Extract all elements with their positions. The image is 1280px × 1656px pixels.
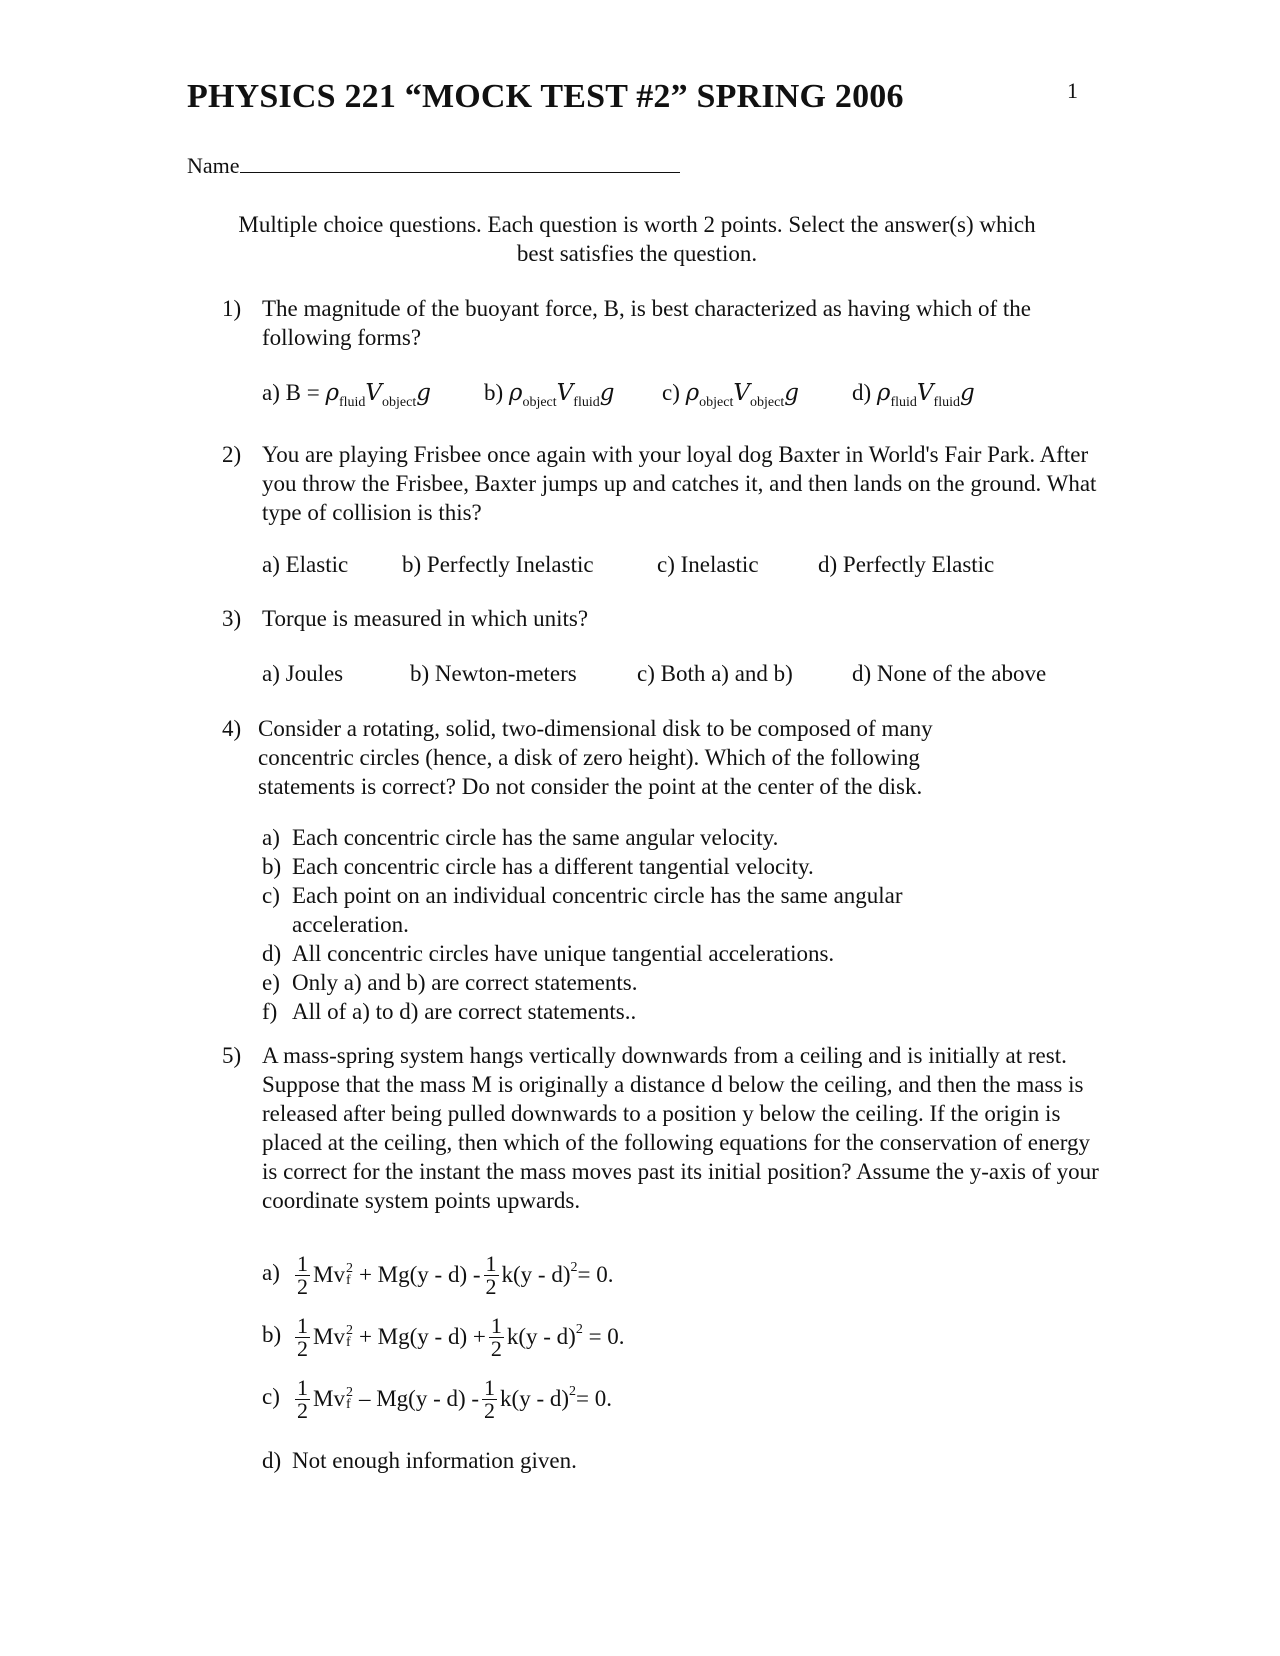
option-text: Each point on an individual concentric circle has the same angular acceleration. xyxy=(292,883,903,937)
question-number: 3) xyxy=(222,606,242,631)
q1-options xyxy=(262,378,1022,408)
rho-subscript: fluid xyxy=(890,395,917,410)
q1-option-c[interactable] xyxy=(662,378,799,417)
spring-term: k(y - d) xyxy=(501,1262,571,1287)
q4-option-f[interactable] xyxy=(262,997,982,1026)
q3-option-b[interactable]: b) Newton-meters xyxy=(410,661,577,686)
exponent: 2 xyxy=(345,1261,353,1276)
instructions xyxy=(187,210,1087,268)
option-label: d) xyxy=(262,941,282,966)
subscript: f xyxy=(345,1273,351,1288)
potential-term: + Mg(y - d) - xyxy=(358,1262,481,1287)
fraction-half xyxy=(295,1250,310,1299)
fraction-half xyxy=(482,1374,497,1423)
option-label: d) xyxy=(852,380,872,405)
gravity-symbol: g xyxy=(784,380,799,406)
fraction-numerator: 1 xyxy=(297,1374,308,1400)
rho-subscript: fluid xyxy=(338,395,366,410)
fraction-numerator: 1 xyxy=(297,1312,308,1338)
option-label: c) xyxy=(262,1384,280,1409)
fraction-half xyxy=(484,1250,499,1299)
q3-options xyxy=(262,659,1082,689)
gravity-symbol: g xyxy=(959,380,975,406)
question-1 xyxy=(222,294,1102,352)
potential-term: + Mg(y - d) + xyxy=(358,1324,486,1349)
q4-option-a[interactable] xyxy=(262,823,982,852)
q2-option-d[interactable]: d) Perfectly Elastic xyxy=(818,552,995,577)
option-label: f) xyxy=(262,999,278,1024)
kinetic-term: Mv xyxy=(313,1262,345,1287)
fraction-numerator: 1 xyxy=(297,1250,308,1276)
q1-option-a[interactable] xyxy=(262,378,431,417)
option-text: Not enough information given. xyxy=(292,1448,577,1473)
option-text: Only a) and b) are correct statements. xyxy=(292,970,638,995)
fraction-denominator: 2 xyxy=(490,1335,502,1361)
question-3 xyxy=(222,604,1102,633)
q4-option-d[interactable] xyxy=(262,939,982,968)
question-number: 1) xyxy=(222,296,242,321)
rho-subscript: object xyxy=(522,395,557,410)
fraction-numerator: 1 xyxy=(485,1250,497,1276)
option-label: b) xyxy=(262,1322,282,1347)
fraction-half xyxy=(295,1374,310,1423)
fraction-numerator: 1 xyxy=(490,1312,502,1338)
volume-symbol: V xyxy=(365,380,383,406)
equals-zero: = 0. xyxy=(576,1386,613,1411)
question-text: The magnitude of the buoyant force, B, is best characterized as having which of the following forms? xyxy=(262,296,1031,350)
rho-symbol: ρ xyxy=(685,380,700,406)
volume-symbol: V xyxy=(556,380,574,406)
gravity-symbol: g xyxy=(599,380,615,406)
volume-subscript: object xyxy=(750,395,785,410)
volume-subscript: fluid xyxy=(573,395,600,410)
question-text: Torque is measured in which units? xyxy=(262,606,589,631)
fraction-denominator: 2 xyxy=(297,1335,308,1361)
question-number: 4) xyxy=(222,716,242,741)
rho-symbol: ρ xyxy=(508,380,523,406)
rho-subscript: object xyxy=(699,395,734,410)
question-text: Consider a rotating, solid, two-dimensional disk to be composed of many concentric circles (hence, a disk of zero height). Which of the following statements is correct? Do not consider the point at the center of the disk. xyxy=(258,716,933,799)
q3-option-a[interactable]: a) Joules xyxy=(262,661,344,686)
option-label: c) xyxy=(262,883,280,908)
name-field[interactable] xyxy=(187,152,680,179)
fraction-denominator: 2 xyxy=(297,1273,308,1299)
q4-option-b[interactable] xyxy=(262,852,982,881)
question-2 xyxy=(222,440,1102,527)
potential-term: – Mg(y - d) - xyxy=(358,1386,480,1411)
option-text: Each concentric circle has the same angular velocity. xyxy=(292,825,779,850)
exponent: 2 xyxy=(345,1385,353,1400)
exponent: 2 xyxy=(569,1384,577,1399)
kinetic-term: Mv xyxy=(313,1386,345,1411)
rho-symbol: ρ xyxy=(876,380,891,406)
instructions-line-1: Multiple choice questions. Each question is worth 2 points. Select the answer(s) which xyxy=(238,212,1036,237)
page-number: 1 xyxy=(1067,78,1078,103)
option-text: All concentric circles have unique tangential accelerations. xyxy=(292,941,835,966)
option-label: e) xyxy=(262,970,280,995)
volume-symbol: V xyxy=(916,380,934,406)
question-5 xyxy=(222,1041,1102,1215)
fraction-numerator: 1 xyxy=(484,1374,496,1400)
q5-option-d[interactable] xyxy=(262,1446,982,1475)
option-label: b) xyxy=(262,854,282,879)
q2-option-a[interactable]: a) Elastic xyxy=(262,552,349,577)
fraction-denominator: 2 xyxy=(484,1397,496,1423)
name-label: Name xyxy=(187,153,240,178)
fraction-denominator: 2 xyxy=(297,1397,308,1423)
volume-subscript: object xyxy=(382,395,417,410)
gravity-symbol: g xyxy=(416,380,431,406)
option-label: a) xyxy=(262,825,280,850)
spring-term: k(y - d) xyxy=(506,1324,576,1349)
option-label: b) xyxy=(484,380,504,405)
q3-option-d[interactable]: d) None of the above xyxy=(852,661,1047,686)
volume-subscript: fluid xyxy=(933,395,960,410)
question-text: You are playing Frisbee once again with your loyal dog Baxter in World's Fair Park. After you throw the Frisbee, Baxter jumps up and catches it, and then lands on the ground. What type of collision is this? xyxy=(262,442,1097,525)
q4-option-c[interactable] xyxy=(262,881,982,939)
fraction-denominator: 2 xyxy=(485,1273,497,1299)
instructions-line-2: best satisfies the question. xyxy=(516,241,758,266)
exponent: 2 xyxy=(575,1322,583,1337)
question-4 xyxy=(222,714,1022,801)
q1-option-d[interactable] xyxy=(852,378,975,417)
equals-zero: = 0. xyxy=(582,1324,625,1349)
fraction-half xyxy=(295,1312,310,1361)
option-text: Each concentric circle has a different tangential velocity. xyxy=(292,854,814,879)
q4-options xyxy=(262,823,982,1026)
q1-option-b[interactable] xyxy=(484,378,614,417)
rho-symbol: ρ xyxy=(325,380,339,406)
name-blank-line[interactable] xyxy=(240,152,680,173)
subscript: f xyxy=(345,1397,351,1412)
subscript: f xyxy=(345,1335,351,1350)
q3-option-c[interactable]: c) Both a) and b) xyxy=(637,661,793,686)
q2-option-c[interactable]: c) Inelastic xyxy=(657,552,759,577)
spring-term: k(y - d) xyxy=(500,1386,570,1411)
q2-option-b[interactable]: b) Perfectly Inelastic xyxy=(402,552,594,577)
exponent: 2 xyxy=(345,1323,353,1338)
option-text: All of a) to d) are correct statements.. xyxy=(292,999,637,1024)
exponent: 2 xyxy=(570,1260,578,1275)
question-number: 5) xyxy=(222,1043,242,1068)
volume-symbol: V xyxy=(733,380,750,406)
option-label: d) xyxy=(262,1448,282,1473)
q4-option-e[interactable] xyxy=(262,968,982,997)
fraction-half xyxy=(489,1312,504,1361)
equals-zero: = 0. xyxy=(577,1262,614,1287)
option-prefix: B = xyxy=(285,380,320,405)
option-label: a) xyxy=(262,380,280,405)
question-text: A mass-spring system hangs vertically downwards from a ceiling and is initially at rest. Suppose that the mass M is originally a distance d below the ceiling, and then the mass is released after being pulled downwards to a position y below the ceiling. If the origin is placed at the ceiling, then which of the following equations for the conservation of energy is correct for the instant the mass moves past its initial position? Assume the y-axis of your coordinate system points upwards. xyxy=(262,1043,1099,1213)
question-number: 2) xyxy=(222,442,242,467)
q2-options xyxy=(262,550,1022,580)
option-label: c) xyxy=(662,380,680,405)
option-label: a) xyxy=(262,1260,280,1285)
page-title: PHYSICS 221 “MOCK TEST #2” SPRING 2006 xyxy=(187,78,904,115)
kinetic-term: Mv xyxy=(313,1324,345,1349)
